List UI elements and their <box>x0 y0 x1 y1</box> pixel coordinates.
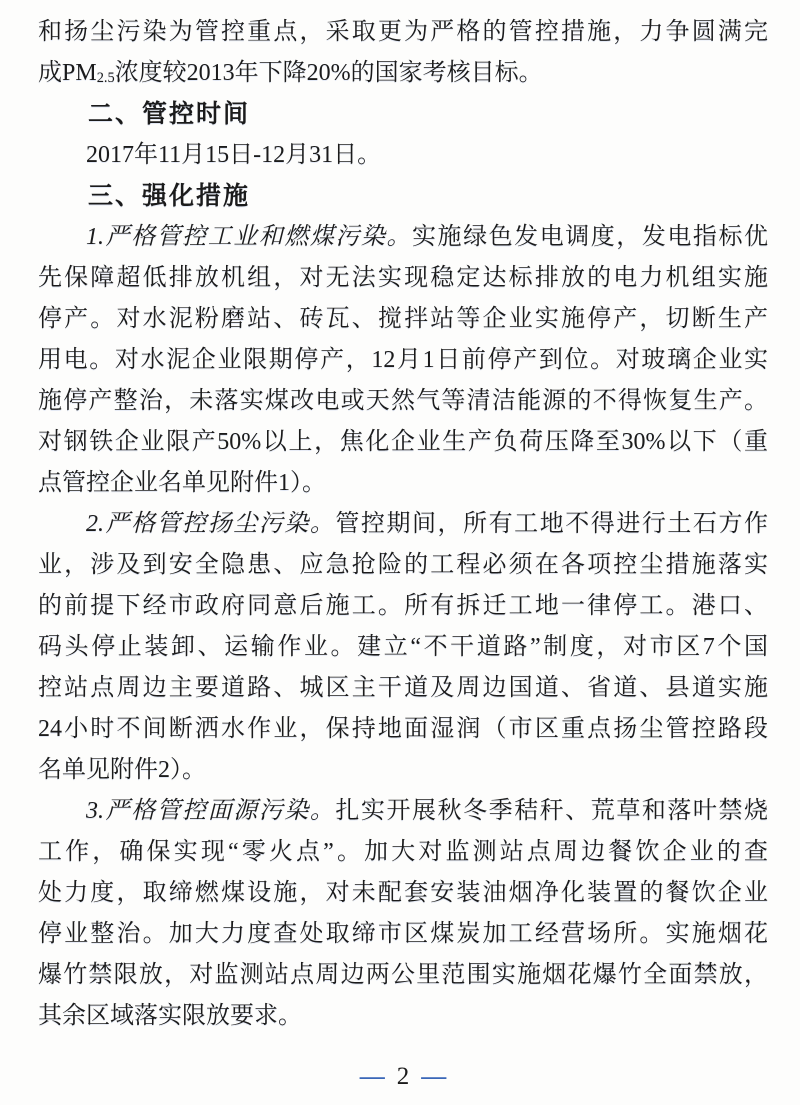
subsection-lead: 3.严格管控面源污染。 <box>86 798 336 824</box>
text-line <box>38 791 768 832</box>
document-lines <box>38 12 768 1037</box>
text-line <box>38 750 768 791</box>
body-text: 点管控企业名单见附件1）。 <box>38 470 326 496</box>
body-text: 处力度，取缔燃煤设施，对未配套安装油烟净化装置的餐饮企业 <box>38 880 768 906</box>
body-text: 其余区域落实限放要求。 <box>38 1003 302 1029</box>
body-text: 扎实开展秋冬季秸秆、荒草和落叶禁烧 <box>335 798 768 824</box>
body-text: 管控期间，所有工地不得进行土石方作 <box>335 511 768 537</box>
text-line <box>38 217 768 258</box>
body-text: 用电。对水泥企业限期停产，12月1日前停产到位。对玻璃企业实 <box>38 347 768 373</box>
body-text: 爆竹禁限放，对监测站点周边两公里范围实施烟花爆竹全面禁放， <box>38 962 768 988</box>
text-line <box>38 299 768 340</box>
text-line <box>38 258 768 299</box>
text-line <box>38 545 768 586</box>
section-heading <box>38 94 768 135</box>
text-line <box>38 586 768 627</box>
text-line <box>38 340 768 381</box>
text-line <box>38 12 768 53</box>
footer-dash-left: — <box>359 1063 385 1090</box>
body-text: 停业整治。加大力度查处取缔市区煤炭加工经营场所。实施烟花 <box>38 921 768 947</box>
body-text: 实施绿色发电调度，发电指标优 <box>412 224 768 250</box>
text-line <box>38 381 768 422</box>
text-line <box>38 668 768 709</box>
text-line <box>38 463 768 504</box>
body-text: 停产。对水泥粉磨站、砖瓦、搅拌站等企业实施停产，切断生产 <box>38 306 768 332</box>
text-line <box>38 996 768 1037</box>
text-line <box>38 504 768 545</box>
page-number: 2 <box>396 1063 410 1090</box>
text-line <box>38 135 768 176</box>
body-text: 24小时不间断洒水作业，保持地面湿润（市区重点扬尘管控路段 <box>38 716 768 742</box>
body-text: 控站点周边主要道路、城区主干道及周边国道、省道、县道实施 <box>38 675 768 701</box>
section-heading <box>38 176 768 217</box>
body-text: 和扬尘污染为管控重点，采取更为严格的管控措施，力争圆满完 <box>38 19 768 45</box>
body-text: 2017年11月15日-12月31日。 <box>86 142 382 168</box>
body-text: 码头停止装卸、运输作业。建立“不干道路”制度，对市区7个国 <box>38 634 768 660</box>
text-line <box>38 627 768 668</box>
text-line <box>38 709 768 750</box>
body-text: 施停产整治，未落实煤改电或天然气等清洁能源的不得恢复生产。 <box>38 388 768 414</box>
text-line <box>38 422 768 463</box>
body-text: 工作，确保实现“零火点”。加大对监测站点周边餐饮企业的查 <box>38 839 768 865</box>
body-text: 先保障超低排放机组，对无法实现稳定达标排放的电力机组实施 <box>38 265 768 291</box>
text-line <box>38 955 768 996</box>
body-text: 浓度较2013年下降20%的国家考核目标。 <box>114 60 543 86</box>
subscript-text: 2.5 <box>96 69 115 86</box>
body-text: 成PM <box>38 60 97 86</box>
body-text: 二、管控时间 <box>88 100 251 128</box>
text-line <box>38 873 768 914</box>
body-text: 对钢铁企业限产50%以上，焦化企业生产负荷压降至30%以下（重 <box>38 429 768 455</box>
subsection-lead: 2.严格管控扬尘污染。 <box>86 511 336 537</box>
text-line <box>38 832 768 873</box>
body-text: 名单见附件2）。 <box>38 757 206 783</box>
text-line <box>38 914 768 955</box>
page-footer <box>38 1063 768 1091</box>
body-text: 业，涉及到安全隐患、应急抢险的工程必须在各项控尘措施落实 <box>38 552 768 578</box>
body-text: 的前提下经市政府同意后施工。所有拆迁工地一律停工。港口、 <box>38 593 768 619</box>
footer-dash-right: — <box>421 1063 447 1090</box>
text-line <box>38 53 768 94</box>
body-text: 三、强化措施 <box>88 182 251 210</box>
subsection-lead: 1.严格管控工业和燃煤污染。 <box>86 224 412 250</box>
